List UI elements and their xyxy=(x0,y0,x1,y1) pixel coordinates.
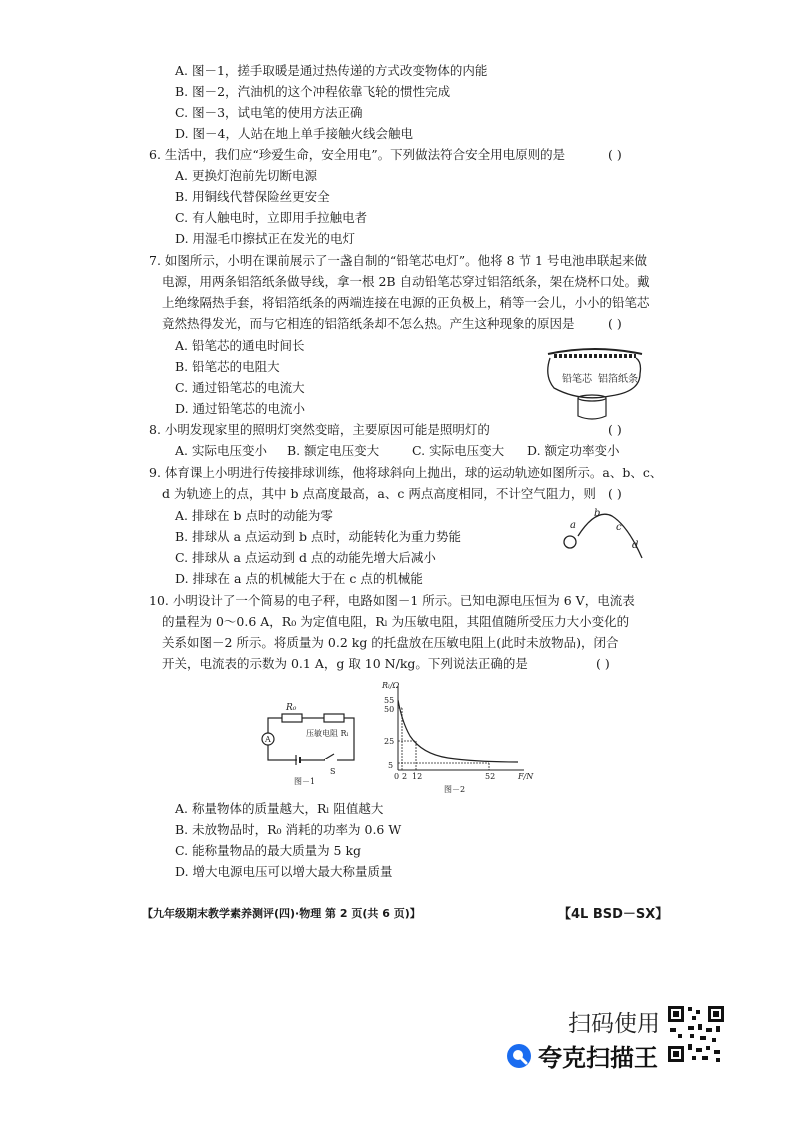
foil-strip-top xyxy=(548,349,642,354)
q5-option-d: D. 图－4，人站在地上单手接触火线会触电 xyxy=(175,126,413,141)
q8-option-a: A. 实际电压变小 xyxy=(175,443,267,458)
q6-option-d: D. 用湿毛巾擦拭正在发光的电灯 xyxy=(175,231,356,246)
point-c-label: c xyxy=(616,522,622,533)
footer-page-info: 【九年级期末教学素养测评(四)·物理 第 2 页(共 6 页)】 xyxy=(142,907,421,920)
q8-option-d: D. 额定功率变小 xyxy=(527,443,620,458)
q10-option-b: B. 未放物品时，R₀ 消耗的功率为 0.6 W xyxy=(175,822,402,837)
q9-answer-bracket: ( ) xyxy=(608,486,622,501)
rl-label: 压敏电阻 Rₗ xyxy=(306,729,349,738)
q6-option-c: C. 有人触电时，立即用手拉触电者 xyxy=(175,210,368,225)
xtick-0: 0 xyxy=(394,772,400,781)
q7-option-a: A. 铅笔芯的通电时间长 xyxy=(175,338,305,353)
qr-code-icon[interactable] xyxy=(666,1004,726,1064)
q8-option-c: C. 实际电压变大 xyxy=(412,443,505,458)
q5-option-b: B. 图－2，汽油机的这个冲程依靠飞轮的惯性完成 xyxy=(175,84,451,99)
fig2-caption: 图－2 xyxy=(444,785,466,794)
q7-stem-line-4: 竟然热得发光，而与它相连的铝箔纸条却不怎么热。产生这种现象的原因是 xyxy=(162,316,575,331)
q8-option-b: B. 额定电压变大 xyxy=(287,443,380,458)
q7-stem-line-1: 7. 如图所示，小明在课前展示了一盏自制的“铅笔芯电灯”。他将 8 节 1 号电池串联起来做 xyxy=(149,253,647,268)
q10-option-d: D. 增大电源电压可以增大最大称量质量 xyxy=(175,864,393,879)
q5-option-a: A. 图－1，搓手取暖是通过热传递的方式改变物体的内能 xyxy=(175,63,488,78)
q6-answer-bracket: ( ) xyxy=(608,147,622,162)
ytick-55: 55 xyxy=(384,696,395,705)
q7-option-b: B. 铅笔芯的电阻大 xyxy=(175,359,280,374)
q7-answer-bracket: ( ) xyxy=(608,316,622,331)
scanner-logo-icon xyxy=(506,1043,532,1069)
q10-stem-line-4: 开关，电流表的示数为 0.1 A，g 取 10 N/kg。下列说法正确的是 xyxy=(162,656,528,671)
ytick-5: 5 xyxy=(388,761,394,770)
q7-option-c: C. 通过铅笔芯的电流大 xyxy=(175,380,305,395)
rl-resistor xyxy=(324,714,344,722)
q9-option-d: D. 排球在 a 点的机械能大于在 c 点的机械能 xyxy=(175,571,423,586)
q9-stem-line-2: d 为轨迹上的点，其中 b 点高度最高，a、c 两点高度相同，不计空气阻力，则 xyxy=(162,486,596,501)
q9-option-b: B. 排球从 a 点运动到 b 点时，动能转化为重力势能 xyxy=(175,529,461,544)
q6-stem: 6. 生活中，我们应“珍爱生命，安全用电”。下列做法符合安全用电原则的是 xyxy=(149,147,566,162)
q10-stem-line-1: 10. 小明设计了一个简易的电子秤，电路如图－1 所示。已知电源电压恒为 6 V，电流表 xyxy=(149,593,635,608)
pencil-lead-label: 铅笔芯 xyxy=(562,374,592,385)
graph-xlabel: F/N xyxy=(518,772,534,781)
ytick-50: 50 xyxy=(384,705,395,714)
point-d-label: d xyxy=(632,540,639,551)
circuit-wire-loop xyxy=(268,718,354,760)
graph-ylabel: Rₗ/Ω xyxy=(382,681,400,690)
foil-strip-label: 铝箔纸条 xyxy=(598,374,638,385)
q10-answer-bracket: ( ) xyxy=(596,656,610,671)
fig1-caption: 图－1 xyxy=(294,777,316,786)
point-b-label: b xyxy=(594,508,601,519)
switch-label: S xyxy=(330,767,336,776)
r0-label: R₀ xyxy=(286,703,297,713)
ammeter-label: A xyxy=(265,735,271,744)
q8-stem: 8. 小明发现家里的照明灯突然变暗，主要原因可能是照明灯的 xyxy=(149,422,490,437)
ytick-25: 25 xyxy=(384,737,395,746)
q10-option-a: A. 称量物体的质量越大，Rₗ 阻值越大 xyxy=(175,801,384,816)
q9-option-c: C. 排球从 a 点运动到 d 点的动能先增大后减小 xyxy=(175,550,436,565)
q7-option-d: D. 通过铅笔芯的电流小 xyxy=(175,401,306,416)
point-a-label: a xyxy=(570,520,576,531)
resistance-curve xyxy=(398,700,518,762)
r0-resistor xyxy=(282,714,302,722)
scan-to-use-label: 扫码使用 xyxy=(568,1011,660,1037)
q5-option-c: C. 图－3，试电笔的使用方法正确 xyxy=(175,105,363,120)
xtick-52: 52 xyxy=(485,772,496,781)
q6-option-b: B. 用铜线代替保险丝更安全 xyxy=(175,189,330,204)
q8-answer-bracket: ( ) xyxy=(608,422,622,437)
q7-stem-line-2: 电源，用两条铝箔纸条做导线，拿一根 2B 自动铅笔芯穿过铝箔纸条，架在烧杯口处。戴 xyxy=(162,274,650,289)
q7-pencil-lamp-figure xyxy=(540,336,650,426)
q10-circuit-figure xyxy=(250,698,370,790)
q10-stem-line-3: 关系如图－2 所示。将质量为 0.2 kg 的托盘放在压敏电阻上(此时未放物品)，闭合 xyxy=(162,635,619,650)
footer-paper-code: 【4L BSD－SX】 xyxy=(558,907,669,922)
ball xyxy=(564,536,576,548)
trajectory-curve xyxy=(578,514,642,558)
scanner-brand-name: 夸克扫描王 xyxy=(538,1044,658,1072)
xtick-2: 2 xyxy=(402,772,408,781)
scanner-brand xyxy=(506,1038,658,1073)
q10-resistance-graph xyxy=(378,678,536,798)
q10-stem-line-2: 的量程为 0～0.6 A，R₀ 为定值电阻，Rₗ 为压敏电阻，其阻值随所受压力大小变化的 xyxy=(162,614,630,629)
q9-option-a: A. 排球在 b 点时的动能为零 xyxy=(175,508,333,523)
q9-stem-line-1: 9. 体育课上小明进行传接排球训练，他将球斜向上抛出，球的运动轨迹如图所示。a、b、c、 xyxy=(149,465,663,480)
q6-option-a: A. 更换灯泡前先切断电源 xyxy=(175,168,317,183)
q9-trajectory-figure xyxy=(556,502,646,562)
q7-stem-line-3: 上绝缘隔热手套，将铝箔纸条的两端连接在电源的正负极上，稍等一会儿，小小的铅笔芯 xyxy=(162,295,650,310)
xtick-12: 12 xyxy=(412,772,423,781)
q10-option-c: C. 能称量物品的最大质量为 5 kg xyxy=(175,843,362,858)
